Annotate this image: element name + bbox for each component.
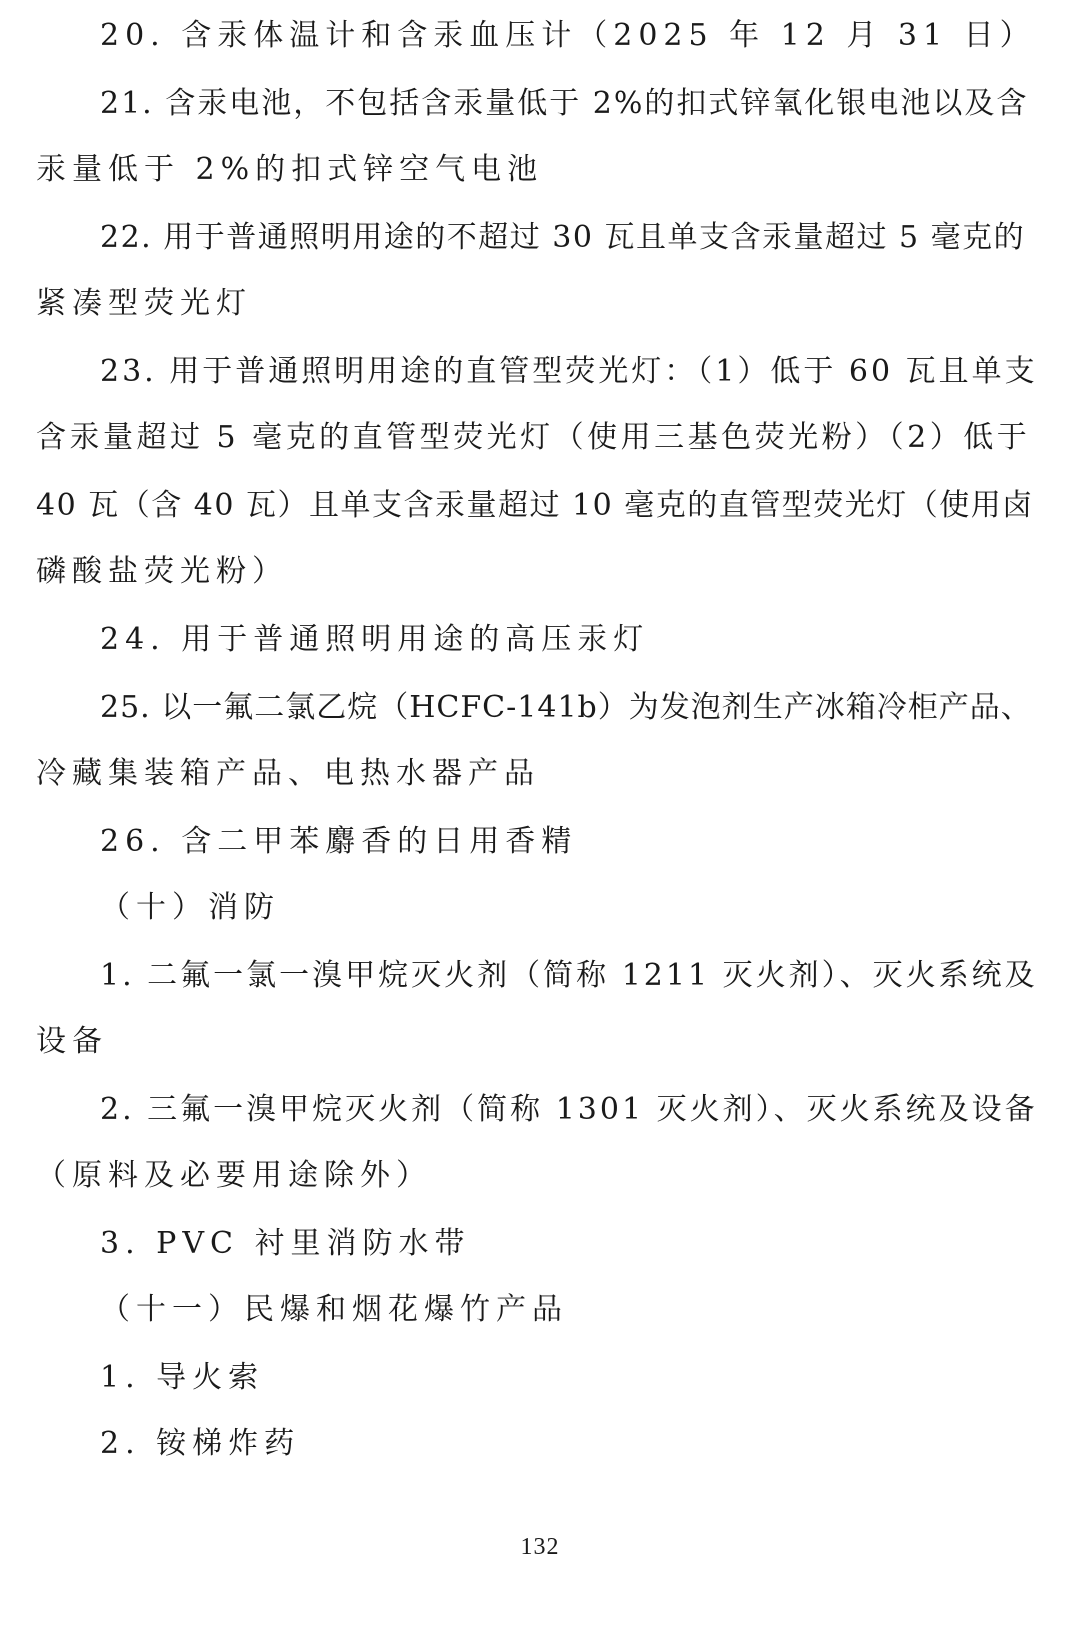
list-item-20: 20. 含汞体温计和含汞血压计（2025 年 12 月 31 日）: [100, 18, 1036, 53]
list-item-23-continued: 含汞量超过 5 毫克的直管型荧光灯（使用三基色荧光粉）（2）低于: [36, 420, 1031, 455]
section-heading-explosives: （十一）民爆和烟花爆竹产品: [100, 1292, 568, 1327]
section-heading-fire: （十）消防: [100, 890, 280, 925]
list-item-fire-2-continued: （原料及必要用途除外）: [36, 1158, 432, 1193]
list-item-23-continued: 40 瓦（含 40 瓦）且单支含汞量超过 10 毫克的直管型荧光灯（使用卤: [36, 488, 1034, 523]
list-item-23-continued: 磷酸盐荧光粉）: [36, 554, 288, 589]
list-item-21-continued: 汞量低于 2%的扣式锌空气电池: [36, 152, 544, 187]
list-item-22-continued: 紧凑型荧光灯: [36, 286, 252, 321]
list-item-22: 22. 用于普通照明用途的不超过 30 瓦且单支含汞量超过 5 毫克的: [100, 220, 1026, 255]
list-item-23: 23. 用于普通照明用途的直管型荧光灯：（1）低于 60 瓦且单支: [100, 354, 1038, 389]
list-item-explosives-2: 2. 铵梯炸药: [100, 1426, 301, 1461]
list-item-25-continued: 冷藏集装箱产品、电热水器产品: [36, 756, 540, 791]
list-item-fire-3: 3. PVC 衬里消防水带: [100, 1226, 471, 1261]
page-number: 132: [520, 1534, 560, 1560]
list-item-fire-1: 1. 二氟一氯一溴甲烷灭火剂（简称 1211 灭火剂）、灭火系统及: [100, 958, 1038, 993]
list-item-fire-1-continued: 设备: [36, 1024, 108, 1059]
list-item-fire-2: 2. 三氟一溴甲烷灭火剂（简称 1301 灭火剂）、灭火系统及设备: [100, 1092, 1038, 1127]
list-item-26: 26. 含二甲苯麝香的日用香精: [100, 824, 578, 859]
list-item-24: 24. 用于普通照明用途的高压汞灯: [100, 622, 650, 657]
list-item-explosives-1: 1. 导火索: [100, 1360, 265, 1395]
list-item-21: 21. 含汞电池，不包括含汞量低于 2%的扣式锌氧化银电池以及含: [100, 86, 1029, 121]
list-item-25: 25. 以一氟二氯乙烷（HCFC-141b）为发泡剂生产冰箱冷柜产品、: [100, 690, 1032, 725]
